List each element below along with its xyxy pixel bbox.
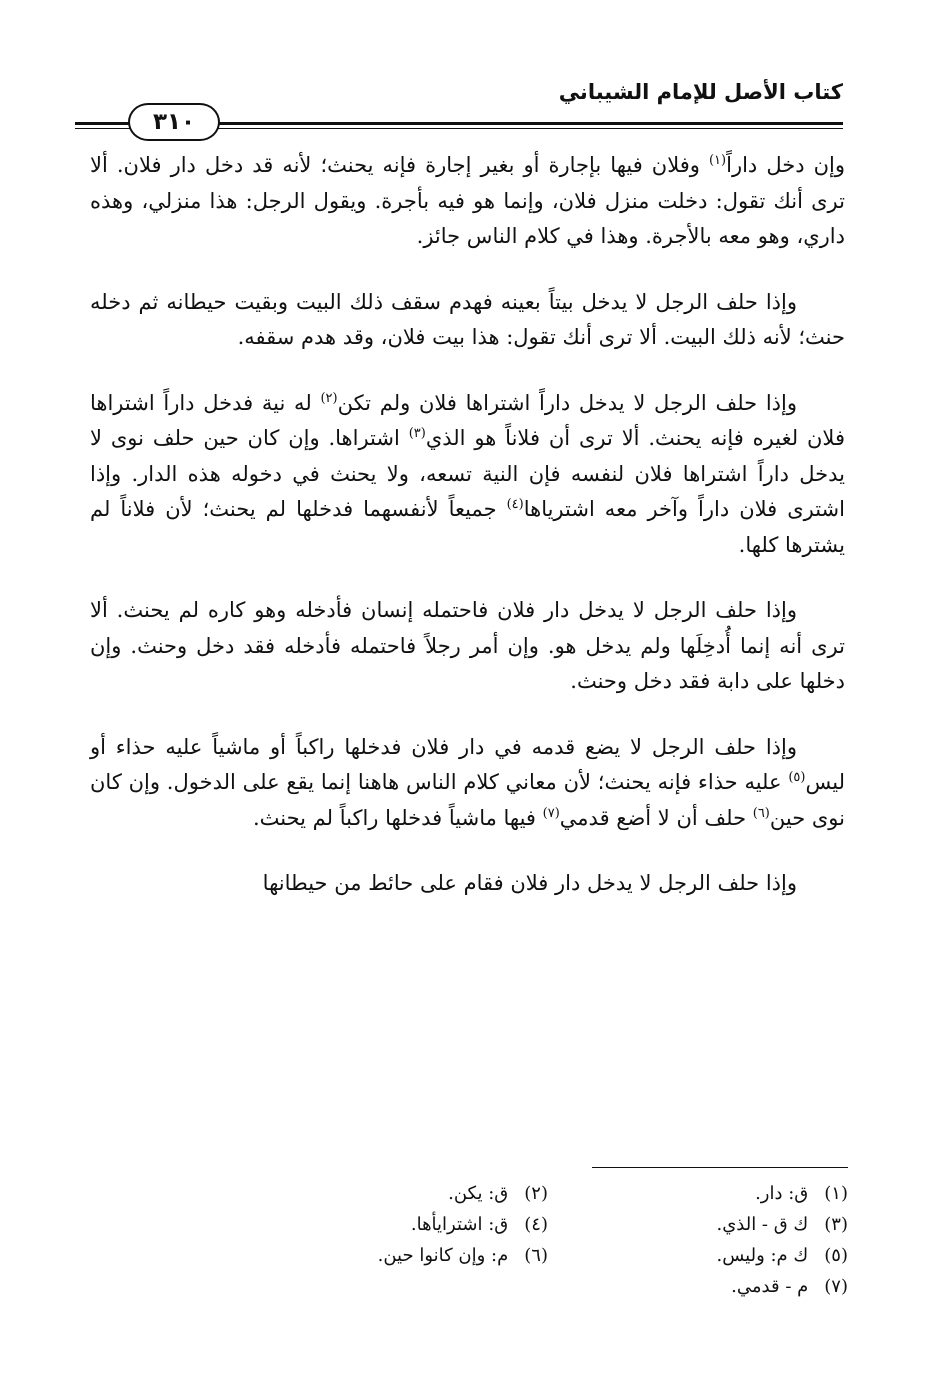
footnote-marker: (٥) <box>788 770 806 785</box>
footnote-text: م - قدمي. <box>731 1276 809 1297</box>
footnote-text: ك ق - الذي. <box>716 1214 809 1235</box>
footnote-number: (٥) <box>824 1245 848 1266</box>
footnotes <box>248 1180 848 1300</box>
paragraph <box>90 593 845 700</box>
footnote-text: ق: دار. <box>755 1183 809 1204</box>
body-text <box>90 148 845 902</box>
paragraph-text: وإذا حلف الرجل لا يضع قدمه في دار فلان فدخلها راكباً أو ماشياً عليه حذاء أو ليس <box>90 734 845 794</box>
footnote-text: ك م: وليس. <box>716 1245 809 1266</box>
footnote-item <box>248 1180 548 1207</box>
paragraph <box>90 285 845 356</box>
footnote-item <box>548 1242 848 1269</box>
footnote-number: (٢) <box>524 1183 548 1204</box>
paragraph-text: جميعاً لأنفسهما فدخلها لم يحنث؛ لأن فلاناً لم يشترها كلها. <box>90 497 845 557</box>
footnote-number: (٧) <box>824 1276 848 1297</box>
paragraph <box>90 386 845 564</box>
footnote-marker: (٦) <box>752 805 770 821</box>
paragraph-text: وإذا حلف الرجل لا يدخل دار فلان فاحتمله إنسان فأدخله وهو كاره لم يحنث. ألا ترى أنه إنما أُدخِلَها ولم يدخل هو. وإن أمر رجلاً فاحتمله فأدخله فقد دخل وحنث. وإن دخلها على دابة فقد دخل وحنث. <box>90 598 845 693</box>
footnote-item <box>248 1242 548 1269</box>
paragraph-text: عليه حذاء فإنه يحنث؛ لأن معاني كلام الناس هاهنا إنما يقع على الدخول. وإن كان نوى حين <box>90 770 845 830</box>
footnote-separator <box>592 1167 848 1168</box>
page-number: ٣١٠ <box>128 103 220 141</box>
footnote-text: ق: يكن. <box>448 1183 509 1204</box>
paragraph-text: فيها ماشياً فدخلها راكباً لم يحنث. <box>252 805 543 830</box>
paragraph <box>90 866 845 902</box>
paragraph-text: حلف أن لا أضع قدمي <box>559 805 753 830</box>
paragraph-text: وإن دخل داراً <box>726 153 845 177</box>
paragraph <box>90 148 845 255</box>
footnote-number: (٤) <box>524 1214 548 1235</box>
footnote-text: ق: اشترايأها. <box>410 1214 509 1235</box>
footnote-marker: (٣) <box>408 426 426 441</box>
footnote-item <box>548 1180 848 1207</box>
paragraph-text: وفلان فيها بإجارة أو بغير إجارة فإنه يحنث؛ لأنه قد دخل دار فلان. ألا ترى أنك تقول: دخلت منزل فلان، وإنما هو فيه بأجرة. ويقول الرجل: هذا منزلي، وهذه داري، وهو معه بالأجرة. وهذا في كلام الناس جائز. <box>90 153 845 248</box>
footnote-marker: (٢) <box>320 390 338 406</box>
footnote-item <box>548 1211 848 1238</box>
paragraph-text: وإذا حلف الرجل لا يدخل بيتاً بعينه فهدم سقف ذلك البيت وبقيت حيطانه ثم دخله حنث؛ لأنه ذلك البيت. ألا ترى أنك تقول: هذا بيت فلان، وقد هدم سقفه. <box>90 289 845 349</box>
footnote-item <box>248 1211 548 1238</box>
footnote-number: (٦) <box>524 1245 548 1266</box>
footnote-marker: (٤) <box>506 497 524 512</box>
paragraph <box>90 730 845 837</box>
paragraph-text: وإذا حلف الرجل لا يدخل داراً اشتراها فلان ولم تكن <box>337 390 798 415</box>
paragraph-text: وإذا حلف الرجل لا يدخل دار فلان فقام على حائط من حيطانها <box>262 871 797 895</box>
paragraph-text: اشتراها. وإن كان حين حلف نوى لا يدخل داراً اشتراها فلان لنفسه فإن النية تسعه، ولا يحنث في دخوله هذه الدار. وإذا اشترى فلان داراً وآخر معه اشترياها <box>90 426 845 521</box>
footnote-marker: (١) <box>708 153 727 168</box>
footnote-number: (٣) <box>824 1214 848 1235</box>
paragraph-text: له نية فدخل داراً اشتراها فلان لغيره فإنه يحنث. ألا ترى أن فلاناً هو الذي <box>90 390 845 450</box>
footnote-marker: (٧) <box>542 805 560 821</box>
footnote-item <box>548 1273 848 1300</box>
running-title: كتاب الأصل للإمام الشيباني <box>558 80 843 104</box>
footnote-number: (١) <box>824 1183 848 1204</box>
footnote-text: م: وإن كانوا حين. <box>377 1245 509 1266</box>
